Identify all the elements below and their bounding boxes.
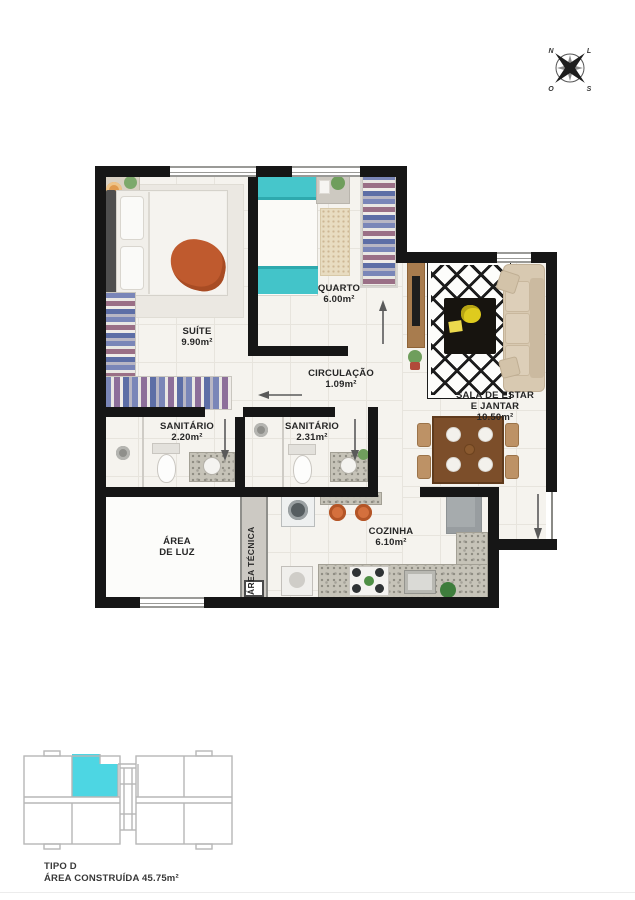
dining-chair-1	[417, 423, 431, 447]
wall-left	[95, 166, 106, 608]
sala-area: 10.50m²	[476, 412, 514, 424]
quarto-desk-paper	[319, 180, 330, 194]
sofa-seat-2	[505, 313, 530, 344]
dining-plate-1	[446, 427, 461, 442]
stove-herbs	[364, 576, 374, 586]
sanitario1-name: SANITÁRIO	[159, 421, 215, 432]
quarto-rug	[320, 208, 350, 276]
building-key-plan	[18, 740, 238, 858]
sala-label	[445, 390, 545, 424]
area-luz-name-2: DE LUZ	[159, 547, 195, 559]
toilet-tank-1	[152, 443, 180, 454]
highlighted-unit	[72, 754, 118, 797]
stove-burner-2	[375, 568, 384, 577]
sanitario2-label	[262, 421, 362, 443]
quarto-wardrobe	[362, 174, 396, 286]
sala-plant-pot	[410, 362, 420, 370]
suite-bed-headboard	[106, 190, 116, 296]
wall-kitchen-right	[488, 487, 499, 608]
area-luz-label	[127, 536, 227, 558]
sanitario1-area: 2.20m²	[171, 432, 203, 444]
wall-suite-quarto	[248, 166, 258, 356]
compass-o: O	[548, 86, 554, 93]
suite-label	[147, 326, 247, 348]
compass-l: L	[586, 48, 592, 55]
bottom-divider	[0, 892, 635, 893]
area-tecnica-label: ÁREA TÉCNICA	[246, 526, 256, 595]
wall-sala-top	[396, 252, 557, 263]
wall-bath-top-b	[243, 407, 335, 417]
cozinha-area: 6.10m²	[375, 537, 407, 549]
quarto-desk-plant	[331, 176, 345, 190]
circulacao-label	[291, 368, 391, 390]
compass-n: N	[548, 48, 554, 55]
dining-plate-2	[478, 427, 493, 442]
quarto-label	[289, 283, 389, 305]
toilet-bowl-2	[293, 455, 312, 484]
quarto-window	[292, 166, 360, 177]
suite-door-arrow	[258, 390, 302, 400]
toilet-bowl-1	[157, 454, 176, 483]
quarto-area: 6.00m²	[323, 294, 355, 306]
stool-1	[329, 504, 346, 521]
suite-pillow-1	[120, 196, 144, 240]
dining-centerpiece	[464, 444, 475, 455]
suite-area: 9.90m²	[181, 337, 213, 349]
suite-plant	[124, 176, 137, 189]
toilet-tank-2	[288, 444, 316, 455]
coffee-table-note	[448, 320, 462, 333]
stove-burner-4	[375, 584, 384, 593]
suite-window	[170, 166, 256, 177]
sanitario2-name: SANITÁRIO	[284, 421, 340, 432]
dining-plate-3	[446, 457, 461, 472]
wall-san2-right	[368, 407, 378, 497]
circulacao-name: CIRCULAÇÃO	[308, 368, 374, 379]
kitchen-counter-bottom	[318, 564, 488, 598]
wall-kitchen-top	[420, 487, 498, 497]
sala-name-2: E JANTAR	[470, 401, 520, 413]
compass-rose-icon	[540, 38, 600, 98]
dining-chair-2	[417, 455, 431, 479]
compass-s: S	[586, 86, 592, 93]
quarto-door-arrow	[378, 300, 388, 344]
entry-door-arrow	[533, 494, 543, 540]
kitchen-sink-basin	[408, 574, 432, 590]
entry-door-leaf	[551, 492, 553, 539]
sanitario2-area: 2.31m²	[296, 432, 328, 444]
wall-bath-bottom	[95, 487, 378, 497]
sala-window	[497, 252, 531, 263]
tv-screen	[412, 276, 420, 326]
stool-2	[355, 504, 372, 521]
quarto-name: QUARTO	[317, 283, 361, 294]
sink-1	[203, 457, 221, 475]
stove-burner-3	[352, 584, 361, 593]
wall-sala-right	[546, 252, 557, 492]
washing-machine-drum	[288, 500, 308, 520]
unit-type-label: TIPO D	[44, 861, 77, 872]
dining-chair-3	[505, 423, 519, 447]
wall-quarto-right	[396, 166, 407, 263]
stove-burner-1	[352, 568, 361, 577]
sofa-back	[530, 278, 544, 378]
dining-plate-4	[478, 457, 493, 472]
suite-pillow-2	[120, 246, 144, 290]
wall-quarto-bottom	[248, 346, 348, 356]
sala-name-1: SALA DE ESTAR	[455, 390, 535, 401]
dining-chair-4	[505, 455, 519, 479]
suite-name: SUÍTE	[182, 326, 212, 337]
circulacao-area: 1.09m²	[325, 379, 357, 391]
area-luz-name-1: ÁREA	[163, 536, 191, 547]
coffee-table-flowers	[461, 305, 481, 323]
area-luz-window	[140, 597, 204, 608]
laundry-tub-basin	[289, 572, 305, 588]
kitchen-plant	[440, 582, 456, 598]
cozinha-name: COZINHA	[368, 526, 414, 537]
suite-clothes-rack	[104, 376, 232, 410]
cozinha-label	[341, 526, 441, 548]
fridge	[446, 492, 482, 534]
wall-bath-top-a	[95, 407, 205, 417]
built-area-label: ÁREA CONSTRUÍDA 45.75m²	[44, 873, 179, 884]
shower-head-1	[116, 446, 130, 460]
sanitario1-label	[137, 421, 237, 443]
